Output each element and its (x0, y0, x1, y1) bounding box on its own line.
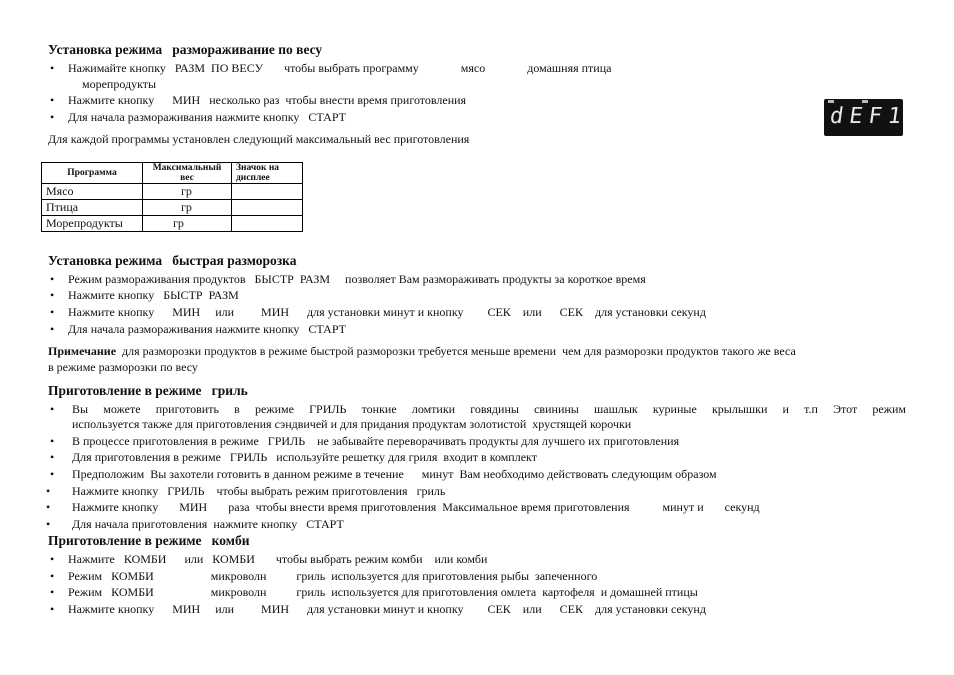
lcd-display (824, 99, 909, 136)
list-item: В процессе приготовления в режиме ГРИЛЬ не забывайте переворачивать продукты для лучшего их приготовления (72, 434, 680, 448)
table-cell: Мясо (42, 184, 143, 200)
table-row (42, 216, 303, 232)
bullet-icon: • (46, 517, 51, 531)
indicator-icon (862, 100, 868, 103)
bullet-icon: • (50, 434, 55, 448)
table-header-row (42, 163, 303, 184)
bullet-icon: • (50, 585, 55, 599)
list-item: Нажимайте кнопку РАЗМ ПО ВЕСУ чтобы выбрать программу мясо домашняя птица (68, 61, 612, 75)
list-item-continuation: используется также для приготовления сэндвичей и для придания продуктам золотистой хрустящей корочки (72, 417, 632, 431)
list-item: Для начала размораживания нажмите кнопку СТАРТ (68, 322, 346, 336)
section-title-quick-defrost: Установка режима быстрая разморозка (48, 253, 297, 268)
note-text: для разморозки продуктов в режиме быстрой разморозки требуется меньше времени чем для разморозки продуктов такого же веса (116, 344, 796, 358)
note-paragraph-continuation: в режиме разморозки по весу (48, 360, 198, 374)
list-item: Нажмите кнопку МИН или МИН для установки минут и кнопку СЕК или СЕК для установки секунд (68, 602, 706, 616)
list-item: Для приготовления в режиме ГРИЛЬ используйте решетку для гриля входит в комплект (72, 450, 537, 464)
table-row (42, 184, 303, 200)
list-item: Для начала приготовления нажмите кнопку СТАРТ (72, 517, 344, 531)
bullet-icon: • (50, 602, 55, 616)
table-cell (232, 184, 303, 200)
section-title-combi: Приготовление в режиме комби (48, 533, 250, 548)
table-cell (232, 200, 303, 216)
table-header-max-weight: Максимальный вес (143, 163, 232, 184)
list-item-continuation: морепродукты (82, 77, 157, 91)
bullet-icon: • (50, 569, 55, 583)
bullet-icon: • (50, 322, 55, 336)
list-item: Нажмите кнопку БЫСТР РАЗМ (68, 288, 239, 302)
note-paragraph (48, 344, 796, 359)
paragraph: Для каждой программы установлен следующий максимальный вес приготовления (48, 132, 470, 146)
section-title-grill: Приготовление в режиме гриль (48, 383, 248, 398)
bullet-icon: • (50, 402, 55, 416)
table-cell: гр (143, 200, 232, 216)
bullet-icon: • (46, 500, 51, 514)
note-label: Примечание (48, 344, 117, 358)
table-header-display-icon: Значок на дисплее (232, 163, 303, 184)
bullet-icon: • (50, 110, 55, 124)
bullet-icon: • (50, 61, 55, 75)
table-header-program: Программа (42, 163, 143, 184)
table-cell: Морепродукты (42, 216, 143, 232)
list-item: Режим КОМБИ микроволн гриль используется для приготовления рыбы запеченного (68, 569, 598, 583)
bullet-icon: • (50, 450, 55, 464)
bullet-icon: • (50, 467, 55, 481)
table-cell: гр (143, 216, 232, 232)
lcd-display-text: dEF1 (828, 104, 909, 129)
bullet-icon: • (46, 484, 51, 498)
section-title-weight-defrost: Установка режима размораживание по весу (48, 42, 323, 57)
indicator-icon (828, 100, 834, 103)
list-item: Режим КОМБИ микроволн гриль используется для приготовления омлета картофеля и домашней птицы (68, 585, 698, 599)
list-item: Предположим Вы захотели готовить в данном режиме в течение минут Вам необходимо действовать следующим образом (72, 467, 717, 481)
bullet-icon: • (50, 552, 55, 566)
list-item: Нажмите кнопку МИН несколько раз чтобы внести время приготовления (68, 93, 467, 107)
bullet-icon: • (50, 305, 55, 319)
list-item: Нажмите КОМБИ или КОМБИ чтобы выбрать режим комби или комби (68, 552, 488, 566)
bullet-icon: • (50, 272, 55, 286)
bullet-icon: • (50, 93, 55, 107)
table-row (42, 200, 303, 216)
table-cell: гр (143, 184, 232, 200)
list-item: Нажмите кнопку ГРИЛЬ чтобы выбрать режим приготовления гриль (72, 484, 446, 498)
table-cell (232, 216, 303, 232)
table-cell: Птица (42, 200, 143, 216)
list-item: Для начала размораживания нажмите кнопку СТАРТ (68, 110, 346, 124)
bullet-icon: • (50, 288, 55, 302)
list-item: Нажмите кнопку МИН или МИН для установки минут и кнопку СЕК или СЕК для установки секунд (68, 305, 706, 319)
list-item: Нажмите кнопку МИН раза чтобы внести время приготовления Максимальное время приготовления минут и секунд (72, 500, 760, 514)
list-item: Вы можете приготовить в режиме ГРИЛЬ тонкие ломтики говядины свинины шашлык куриные крылышки и т.п Этот режим (72, 402, 906, 416)
list-item: Режим размораживания продуктов БЫСТР РАЗМ позволяет Вам размораживать продукты за короткое время (68, 272, 646, 286)
max-weight-table (41, 162, 303, 232)
